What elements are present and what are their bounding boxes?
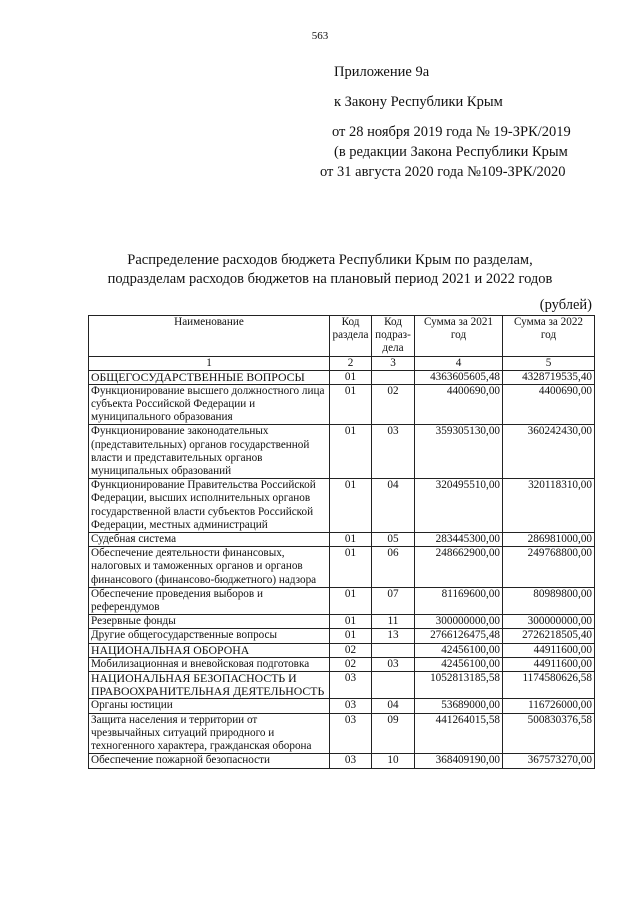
column-number-row <box>89 356 595 370</box>
row-section-code: 03 <box>330 713 372 754</box>
row-section-code: 01 <box>330 587 372 614</box>
row-sum-2022: 2726218505,40 <box>503 629 595 643</box>
table-header-row <box>89 316 595 357</box>
row-name: ОБЩЕГОСУДАРСТВЕННЫЕ ВОПРОСЫ <box>89 370 330 384</box>
row-section-code: 01 <box>330 547 372 588</box>
row-name: Мобилизационная и вневойсковая подготовка <box>89 657 330 671</box>
row-name: Функционирование законодательных (представительных) органов государственной власти и представительных органов муниципальных образований <box>89 425 330 479</box>
row-sum-2021: 368409190,00 <box>415 754 503 768</box>
row-sum-2022: 80989800,00 <box>503 587 595 614</box>
column-number: 2 <box>330 356 372 370</box>
budget-table <box>88 315 595 769</box>
header-sum-2022: Сумма за 2022 год <box>503 316 595 357</box>
row-subsection-code <box>372 643 415 657</box>
column-number: 3 <box>372 356 415 370</box>
row-name: Обеспечение деятельности финансовых, налоговых и таможенных органов и органов финансового (финансово-бюджетного) надзора <box>89 547 330 588</box>
row-sum-2021: 283445300,00 <box>415 533 503 547</box>
row-section-code: 01 <box>330 370 372 384</box>
row-subsection-code: 11 <box>372 615 415 629</box>
row-section-code: 02 <box>330 643 372 657</box>
table-row <box>89 713 595 754</box>
row-sum-2021: 42456100,00 <box>415 643 503 657</box>
table-row <box>89 425 595 479</box>
row-section-code: 02 <box>330 657 372 671</box>
row-sum-2022: 500830376,58 <box>503 713 595 754</box>
row-subsection-code: 10 <box>372 754 415 768</box>
table-row <box>89 547 595 588</box>
table-row <box>89 370 595 384</box>
row-name: Органы юстиции <box>89 699 330 713</box>
row-subsection-code: 04 <box>372 479 415 533</box>
row-subsection-code <box>372 370 415 384</box>
row-section-code: 01 <box>330 533 372 547</box>
row-name: Другие общегосударственные вопросы <box>89 629 330 643</box>
column-number: 1 <box>89 356 330 370</box>
row-subsection-code: 04 <box>372 699 415 713</box>
row-subsection-code: 07 <box>372 587 415 614</box>
row-sum-2021: 81169600,00 <box>415 587 503 614</box>
row-subsection-code <box>372 672 415 699</box>
table-row <box>89 629 595 643</box>
row-sum-2021: 4400690,00 <box>415 384 503 425</box>
annex-line: (в редакции Закона Республики Крым <box>334 144 568 160</box>
row-subsection-code: 05 <box>372 533 415 547</box>
page-number: 563 <box>311 30 329 42</box>
row-section-code: 03 <box>330 672 372 699</box>
document-title <box>60 251 600 289</box>
row-section-code: 03 <box>330 754 372 768</box>
row-name: НАЦИОНАЛЬНАЯ ОБОРОНА <box>89 643 330 657</box>
row-sum-2021: 441264015,58 <box>415 713 503 754</box>
row-sum-2022: 4400690,00 <box>503 384 595 425</box>
table-row <box>89 615 595 629</box>
table-row <box>89 754 595 768</box>
table-row <box>89 533 595 547</box>
row-name: Судебная система <box>89 533 330 547</box>
row-section-code: 01 <box>330 629 372 643</box>
units-label: (рублей) <box>539 297 592 313</box>
header-name: Наименование <box>89 316 330 357</box>
row-sum-2021: 1052813185,58 <box>415 672 503 699</box>
table-row <box>89 479 595 533</box>
row-sum-2021: 359305130,00 <box>415 425 503 479</box>
title-line: подразделам расходов бюджетов на плановый период 2021 и 2022 годов <box>107 271 553 287</box>
row-sum-2022: 1174580626,58 <box>503 672 595 699</box>
row-sum-2021: 320495510,00 <box>415 479 503 533</box>
header-subsection-code: Код подраз-дела <box>372 316 415 357</box>
row-name: НАЦИОНАЛЬНАЯ БЕЗОПАСНОСТЬ И ПРАВООХРАНИТЕЛЬНАЯ ДЕЯТЕЛЬНОСТЬ <box>89 672 330 699</box>
row-name: Резервные фонды <box>89 615 330 629</box>
row-sum-2022: 367573270,00 <box>503 754 595 768</box>
row-subsection-code: 03 <box>372 425 415 479</box>
row-sum-2022: 116726000,00 <box>503 699 595 713</box>
row-sum-2022: 44911600,00 <box>503 643 595 657</box>
header-section-code: Код раздела <box>330 316 372 357</box>
table-row <box>89 384 595 425</box>
table-row <box>89 587 595 614</box>
row-section-code: 01 <box>330 615 372 629</box>
row-sum-2022: 249768800,00 <box>503 547 595 588</box>
row-sum-2021: 248662900,00 <box>415 547 503 588</box>
row-sum-2022: 4328719535,40 <box>503 370 595 384</box>
row-section-code: 03 <box>330 699 372 713</box>
table-row <box>89 643 595 657</box>
row-name: Функционирование Правительства Российской Федерации, высших исполнительных органов государственной власти субъектов Российской Федерации, местных администраций <box>89 479 330 533</box>
row-name: Функционирование высшего должностного лица субъекта Российской Федерации и муниципального образования <box>89 384 330 425</box>
row-section-code: 01 <box>330 479 372 533</box>
table-row <box>89 657 595 671</box>
row-name: Обеспечение пожарной безопасности <box>89 754 330 768</box>
table-row <box>89 672 595 699</box>
row-sum-2021: 42456100,00 <box>415 657 503 671</box>
row-name: Защита населения и территории от чрезвычайных ситуаций природного и техногенного характера, гражданская оборона <box>89 713 330 754</box>
annex-line: от 31 августа 2020 года №109-ЗРК/2020 <box>320 164 566 180</box>
annex-line: от 28 ноября 2019 года № 19-ЗРК/2019 <box>332 124 571 140</box>
header-sum-2021: Сумма за 2021 год <box>415 316 503 357</box>
row-sum-2022: 300000000,00 <box>503 615 595 629</box>
row-section-code: 01 <box>330 425 372 479</box>
row-subsection-code: 03 <box>372 657 415 671</box>
row-sum-2021: 2766126475,48 <box>415 629 503 643</box>
row-sum-2022: 320118310,00 <box>503 479 595 533</box>
title-line: Распределение расходов бюджета Республики Крым по разделам, <box>127 252 533 268</box>
row-sum-2022: 286981000,00 <box>503 533 595 547</box>
row-sum-2022: 360242430,00 <box>503 425 595 479</box>
column-number: 5 <box>503 356 595 370</box>
annex-block <box>320 62 571 182</box>
row-sum-2021: 300000000,00 <box>415 615 503 629</box>
column-number: 4 <box>415 356 503 370</box>
annex-line: к Закону Республики Крым <box>334 94 503 110</box>
row-subsection-code: 13 <box>372 629 415 643</box>
row-name: Обеспечение проведения выборов и референдумов <box>89 587 330 614</box>
row-subsection-code: 09 <box>372 713 415 754</box>
table-row <box>89 699 595 713</box>
row-sum-2022: 44911600,00 <box>503 657 595 671</box>
row-section-code: 01 <box>330 384 372 425</box>
row-subsection-code: 02 <box>372 384 415 425</box>
annex-line: Приложение 9а <box>334 64 430 80</box>
row-sum-2021: 53689000,00 <box>415 699 503 713</box>
row-sum-2021: 4363605605,48 <box>415 370 503 384</box>
row-subsection-code: 06 <box>372 547 415 588</box>
